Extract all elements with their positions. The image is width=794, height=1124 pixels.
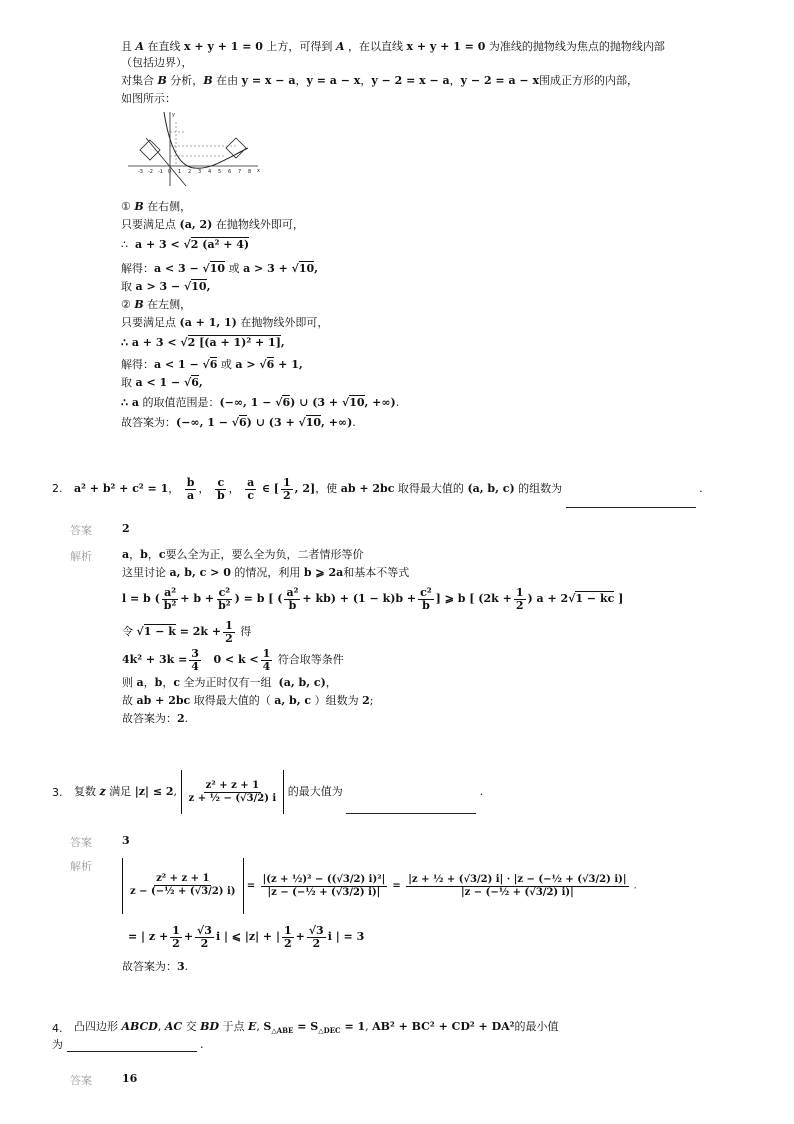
graph-tick-label: 8 — [248, 169, 252, 175]
prev-line-4: 如图所示： — [121, 92, 176, 105]
prev-line-1: 且 A 在直线 x + y + 1 = 0 上方，可得到 A ，在以直线 x + y + 1 = 0 为准线的抛物线为焦点的抛物线内部 — [121, 40, 665, 53]
q2-line-3: l = b ( $\frac{\text{a²}}{\text{b²}}$ + b + $\frac{\text{c²}}{\text{b²}}$ ) = b [ ( $\frac{\text{a²}}{b}$ + kb) + (1 − k)b + $\frac{\text{c²}}{b}$ ] ⩾ b [ (2k + $\frac{1}{2}$ ) a + 2√1 − kc ] — [122, 585, 624, 612]
q4-stem: 凸四边形 ABCD, AC 交 BD 于点 E, $S_{\triangle ABE} = S_{\triangle DEC} = 1$, AB² + BC² + CD² + DA²的最小值 — [74, 1020, 559, 1036]
q4-answer-tag: 答案 — [70, 1074, 92, 1087]
case2-line-2: 只要满足点 (a + 1, 1) 在抛物线外即可， — [121, 316, 329, 329]
graph-tick-label: 7 — [238, 169, 242, 175]
case1-line-3: ∴ a + 3 < √2 (a² + 4) — [121, 238, 250, 251]
case2-line-1: ② B 在左侧， — [121, 298, 192, 311]
q2-stem: a² + b² + c² = 1， $\frac{b}{a}$ ， $\frac{c}{b}$ ， $\frac{a}{c}$ ∈ [ $\frac{1}{2}$ , 2]，使 ab + 2bc 取得最大值的 (a, b, c) 的组数为 . — [74, 470, 703, 508]
case1-line-4: 解得：a < 3 − √10 或 a > 3 + √10, — [121, 262, 318, 275]
graph-axis-y: y — [172, 112, 175, 118]
q2-line-8: 故答案为：2. — [122, 712, 189, 725]
q3-answer-blank[interactable] — [346, 813, 476, 814]
graph-tick-label: 6 — [228, 169, 232, 175]
graph-tick-label: 5 — [218, 169, 222, 175]
q2-number: 2. — [52, 482, 63, 495]
q3-answer: 3 — [122, 834, 130, 847]
q3-answer-tag: 答案 — [70, 836, 92, 849]
q4-stem-2: 为 . — [52, 1038, 204, 1051]
graph-tick-label: 3 — [198, 169, 202, 175]
q3-number: 3. — [52, 786, 63, 799]
q2-line-6: 则 a，b，c 全为正时仅有一组 (a, b, c)， — [122, 676, 337, 689]
graph-axis-x: x — [257, 168, 260, 174]
q2-line-7: 故 ab + 2bc 取得最大值的（ a, b, c ）组数为 2; — [122, 694, 374, 707]
parabola-square-graph — [124, 108, 264, 188]
q3-line-1: $\frac{\text{z² + z + 1}}{\text{z − (−½ + (√3/2) i)}}$ = $\frac{\text{|(z + ½)² − ((√3/2) i)²|}}{\text{|z − (−½ + (√3/2) i)|}}$ = $\frac{\text{|z + ½ + (√3/2) i| · |z − (−½ + (√3/2) i)|}}{\text{|z − (−½ + (√3/2) i)|}}$ . — [122, 858, 637, 915]
q4-number: 4. — [52, 1022, 63, 1035]
q2-answer-tag: 答案 — [70, 524, 92, 537]
q2-analysis-tag: 解析 — [70, 550, 92, 563]
graph-tick-label: -2 — [148, 169, 153, 175]
prev-line-2: （包括边界）， — [121, 56, 193, 69]
q2-answer: 2 — [122, 522, 130, 535]
q2-line-5: 4k² + 3k = $\frac{3}{4}$ 0 < k < $\frac{1}{4}$ 符合取等条件 — [122, 646, 344, 673]
graph-tick-label: 1 — [178, 169, 182, 175]
graph-tick-label: -1 — [158, 169, 163, 175]
case2-line-3: ∴ a + 3 < √2 [(a + 1)² + 1], — [121, 336, 285, 349]
graph-tick-label: 4 — [208, 169, 212, 175]
case1-line-5: 取 a > 3 − √10, — [121, 280, 211, 293]
q3-line-2: = | z + $\frac{1}{2}$ + $\frac{√3}{2}$ i | ⩽ |z| + | $\frac{1}{2}$ + $\frac{√3}{2}$ i | = 3 — [128, 923, 365, 950]
graph-tick-label: -3 — [138, 169, 143, 175]
q4-answer-blank[interactable] — [67, 1051, 197, 1052]
graph-tick-label: 2 — [188, 169, 192, 175]
case2-line-4: 解得：a < 1 − √6 或 a > √6 + 1, — [121, 358, 303, 371]
q2-line-2: 这里讨论 a, b, c > 0 的情况，利用 b ⩾ 2a和基本不等式 — [122, 566, 410, 579]
case1-line-1: ① B 在右侧， — [121, 200, 192, 213]
q3-stem: 复数 z 满足 |z| ≤ 2, $\frac{\text{z² + z + 1}}{\text{z + ½ − (√3/2) i}}$ 的最大值为 . — [74, 770, 483, 814]
case2-line-7: 故答案为：(−∞, 1 − √6) ∪ (3 + √10, +∞). — [121, 416, 356, 429]
q4-answer: 16 — [122, 1072, 138, 1085]
q2-answer-blank[interactable] — [566, 507, 696, 508]
case1-line-2: 只要满足点 (a, 2) 在抛物线外即可， — [121, 218, 304, 231]
case2-line-6: ∴ a 的取值范围是：(−∞, 1 − √6) ∪ (3 + √10, +∞). — [121, 396, 400, 409]
q3-analysis-tag: 解析 — [70, 860, 92, 873]
q2-line-4: 令 √1 − k = 2k + $\frac{1}{2}$ 得 — [122, 618, 252, 645]
prev-line-3: 对集合 B 分析，B 在由 y = x − a，y = a − x，y − 2 = x − a，y − 2 = a − x围成正方形的内部， — [121, 74, 639, 87]
q2-line-1: a，b，c要么全为正，要么全为负，二者情形等价 — [122, 548, 364, 561]
q3-final: 故答案为：3. — [122, 960, 189, 973]
graph-tick-label: 0 — [168, 169, 172, 175]
case2-line-5: 取 a < 1 − √6, — [121, 376, 203, 389]
